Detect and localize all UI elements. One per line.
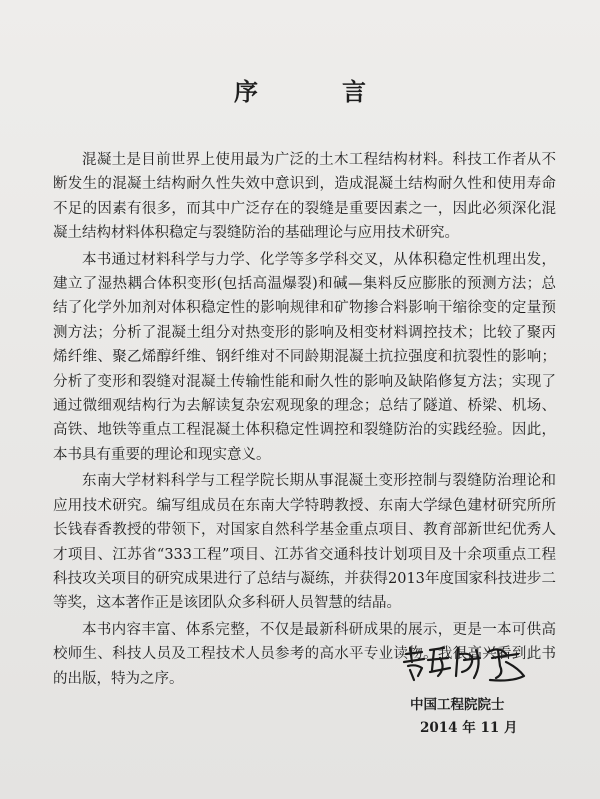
page-title: 序 言 [234, 77, 396, 106]
paragraph-4: 本书内容丰富、体系完整，不仅是最新科研成果的展示，更是一本可供高校师生、科技人员及工程技术人员参考的高水平专业读物。我很高兴看到此书的出版，特为之序。 [53, 621, 556, 687]
preface-body [53, 148, 556, 693]
paragraph-2: 本书通过材料科学与力学、化学等多学科交叉，从体积稳定性机理出发，建立了湿热耦合体积变形(包括高温爆裂)和碱—集料反应膨胀的预测方法；总结了化学外加剂对体积稳定性的影响规律和矿物掺合料影响干缩徐变的定量预测方法；分析了混凝土组分对热变形的影响及相变材料调控技术；比较了聚丙烯纤维、聚乙烯醇纤维、钢纤维对不同龄期混凝土抗拉强度和抗裂性的影响；分析了变形和裂缝对混凝土传输性能和耐久性的影响及缺陷修复方法；实现了通过微细观结构行为去解读复杂宏观现象的理念；总结了隧道、桥梁、机场、高铁、地铁等重点工程混凝土体积稳定性调控和裂缝防治的实践经验。因此，本书具有重要的理论和现实意义。 [53, 251, 556, 463]
signature-affiliation: 中国工程院院士 [410, 697, 505, 713]
signature-date: 2014 年 11 月 [420, 720, 518, 736]
paragraph-1: 混凝土是目前世界上使用最为广泛的土木工程结构材料。科技工作者从不断发生的混凝土结构耐久性失效中意识到，造成混凝土结构耐久性和使用寿命不足的因素有很多，而其中广泛存在的裂缝是重要因素之一，因此必须深化混凝土结构材料体积稳定与裂缝防治的基础理论与应用技术研究。 [53, 152, 556, 242]
handwritten-signature [400, 642, 540, 684]
paragraph-3: 东南大学材料科学与工程学院长期从事混凝土变形控制与裂缝防治理论和应用技术研究。编写组成员在东南大学特聘教授、东南大学绿色建材研究所所长钱春香教授的带领下，对国家自然科学基金重点项目、教育部新世纪优秀人才项目、江苏省“333工程”项目、江苏省交通科技计划项目及十余项重点工程科技攻关项目的研究成果进行了总结与凝练，并获得2013年度国家科技进步二等奖，这本著作正是该团队众多科研人员智慧的结晶。 [53, 473, 556, 612]
